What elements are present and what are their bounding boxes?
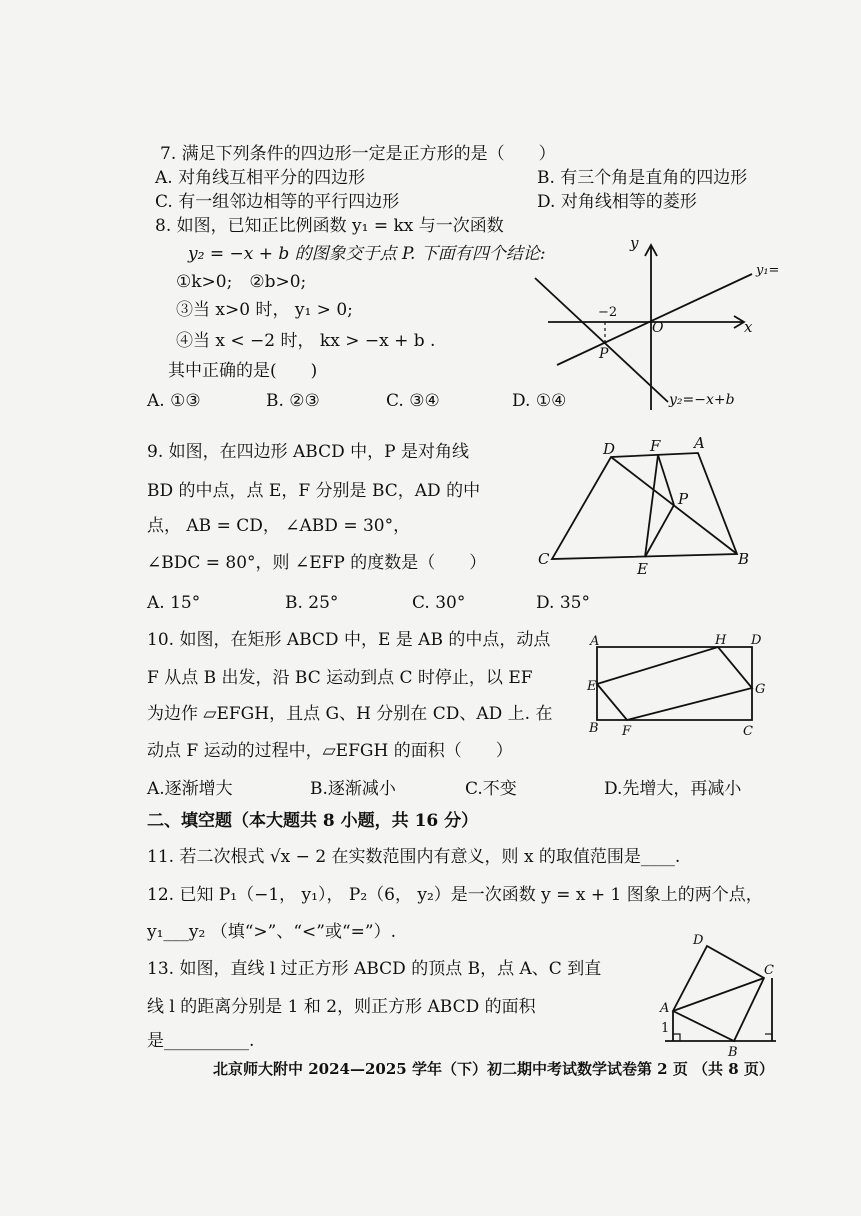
label-b: B — [728, 1045, 738, 1060]
q8-conclusion-4: ④当 x < −2 时， kx > −x + b . — [176, 331, 436, 351]
label-c: C — [764, 963, 774, 978]
q11-text: 11. 若二次根式 √x − 2 在实数范围内有意义，则 x 的取值范围是____. — [147, 847, 681, 867]
label-c: C — [743, 724, 753, 739]
label-a: A — [660, 1001, 670, 1016]
q9-line1: 9. 如图，在四边形 ABCD 中，P 是对角线 — [147, 442, 469, 462]
q7-option-b: B. 有三个角是直角的四边形 — [537, 168, 748, 188]
q9-option-b: B. 25° — [285, 593, 339, 613]
q10-option-d: D.先增大，再减小 — [604, 779, 742, 799]
q12-line2: y₁___y₂ （填“>”、“<”或“=”）. — [147, 922, 397, 942]
q10-option-a: A.逐渐增大 — [147, 779, 233, 799]
q13-line1: 13. 如图，直线 l 过正方形 ABCD 的顶点 B，点 A、C 到直 — [147, 959, 602, 979]
label-g: G — [755, 682, 766, 697]
q9-option-d: D. 35° — [536, 593, 590, 613]
q10-option-b: B.逐渐减小 — [310, 779, 396, 799]
label-d: D — [751, 633, 762, 648]
q7-option-a: A. 对角线互相平分的四边形 — [155, 168, 366, 188]
q9-line2: BD 的中点，点 E，F 分别是 BC，AD 的中 — [147, 481, 481, 501]
label-e: E — [587, 679, 597, 694]
label-h: H — [715, 633, 727, 648]
label-d: D — [603, 440, 616, 458]
label-y2: y₂=−x+b — [669, 392, 735, 408]
right-angle-a — [673, 1034, 680, 1041]
q13-line3: 是__________. — [147, 1031, 255, 1051]
q10-option-c: C.不变 — [465, 779, 517, 799]
q8-line1: 8. 如图，已知正比例函数 y₁ = kx 与一次函数 — [155, 216, 504, 236]
label-y1: y₁= — [756, 263, 780, 278]
q7-option-d: D. 对角线相等的菱形 — [537, 192, 697, 212]
label-p: P — [678, 490, 689, 508]
q10-line3: 为边作 ▱EFGH，且点 G、H 分别在 CD、AD 上. 在 — [147, 704, 553, 724]
label-p: P — [599, 346, 609, 362]
label-origin: O — [652, 320, 664, 336]
q9-option-a: A. 15° — [147, 593, 201, 613]
label-x: x — [744, 318, 753, 336]
q9-option-c: C. 30° — [412, 593, 466, 613]
square-abcd — [673, 946, 764, 1041]
label-minus-2: −2 — [598, 305, 618, 320]
label-b: B — [589, 721, 599, 736]
label-1: 1 — [661, 1021, 670, 1036]
label-d: D — [693, 933, 704, 948]
q10-line4: 动点 F 运动的过程中，▱EFGH 的面积（ ） — [147, 741, 513, 761]
q8-conclusion-12: ①k>0; ②b>0; — [176, 272, 307, 292]
label-a: A — [694, 434, 705, 452]
label-c: C — [538, 550, 550, 568]
q10-line2: F 从点 B 出发，沿 BC 运动到点 C 时停止，以 EF — [147, 668, 533, 688]
page-footer: 北京师大附中 2024—2025 学年（下）初二期中考试数学试卷第 2 页 （共 8 页） — [213, 1060, 774, 1078]
label-f: F — [650, 437, 661, 455]
q7-stem: 7. 满足下列条件的四边形一定是正方形的是（ ） — [160, 144, 556, 164]
section-2-heading: 二、填空题（本大题共 8 小题，共 16 分） — [147, 811, 479, 831]
q8-line2: y₂ = −x + b 的图象交于点 P. 下面有四个结论: — [188, 244, 546, 264]
label-a: A — [590, 634, 600, 649]
label-y: y — [630, 234, 639, 252]
q13-line2: 线 l 的距离分别是 1 和 2，则正方形 ABCD 的面积 — [147, 997, 536, 1017]
q8-option-b: B. ②③ — [266, 391, 320, 411]
label-b: B — [738, 550, 750, 568]
q8-option-a: A. ①③ — [147, 391, 201, 411]
label-e: E — [637, 560, 648, 578]
q8-option-d: D. ①④ — [512, 391, 567, 411]
q9-line4: ∠BDC = 80°，则 ∠EFP 的度数是（ ） — [147, 553, 487, 573]
q8-ask: 其中正确的是( ) — [168, 361, 318, 381]
q10-line1: 10. 如图，在矩形 ABCD 中，E 是 AB 的中点，动点 — [147, 630, 551, 650]
q8-conclusion-3: ③当 x>0 时， y₁ > 0; — [176, 300, 353, 320]
label-f: F — [622, 724, 632, 739]
q7-option-c: C. 有一组邻边相等的平行四边形 — [155, 192, 400, 212]
q8-option-c: C. ③④ — [386, 391, 440, 411]
q9-line3: 点， AB = CD， ∠ABD = 30°， — [147, 516, 411, 536]
q12-line1: 12. 已知 P₁（−1， y₁）， P₂（6， y₂）是一次函数 y = x + 1 图象上的两个点， — [147, 885, 763, 905]
